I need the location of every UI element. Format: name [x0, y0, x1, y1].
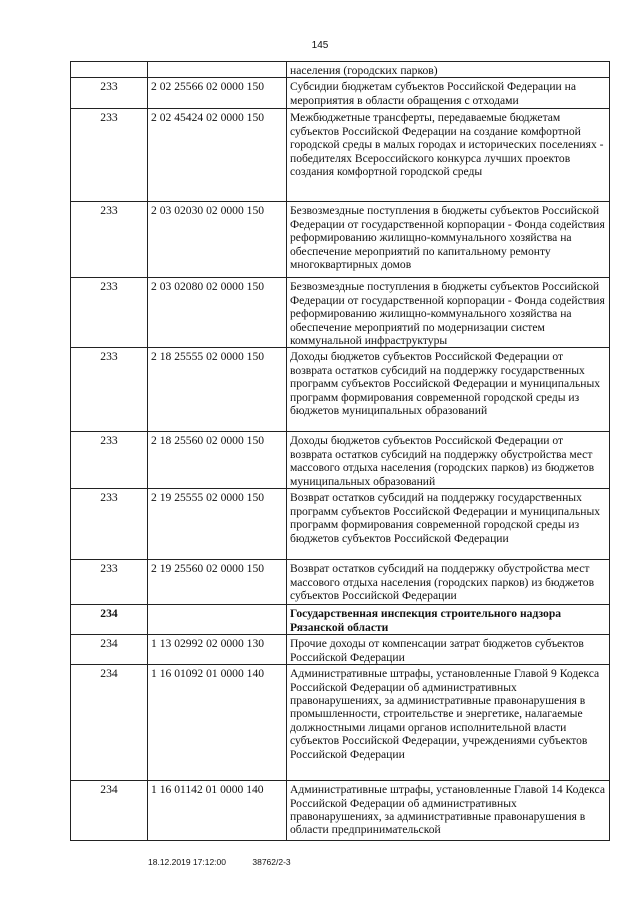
table-row [71, 109, 610, 202]
admin-code-cell: 233 [71, 202, 148, 278]
revenue-code-cell: 2 02 25566 02 0000 150 [148, 78, 287, 109]
admin-code-cell: 234 [71, 781, 148, 841]
table-row [71, 202, 610, 278]
table-row [71, 781, 610, 841]
admin-code-cell: 234 [71, 635, 148, 665]
footer-datetime: 18.12.2019 17:12:00 [148, 857, 226, 867]
revenue-code-cell [148, 605, 287, 635]
description-cell: Доходы бюджетов субъектов Российской Федерации от возврата остатков субсидий на поддержку государственных программ субъектов Российской Федерации и муниципальных программ формирования современной городской среды из бюджетов муниципальных образований [287, 348, 610, 432]
table-row [71, 489, 610, 560]
revenue-code-cell: 1 16 01092 01 0000 140 [148, 665, 287, 781]
description-cell: Субсидии бюджетам субъектов Российской Федерации на мероприятия в области обращения с отходами [287, 78, 610, 109]
revenue-code-cell: 2 03 02030 02 0000 150 [148, 202, 287, 278]
revenue-code-cell: 2 19 25555 02 0000 150 [148, 489, 287, 560]
table-body [71, 62, 610, 841]
description-cell: Административные штрафы, установленные Главой 9 Кодекса Российской Федерации об административных правонарушениях, за административные правонарушения в промышленности, строительстве и энергетике, налагаемые должностными лицами органов исполнительной власти субъектов Российской Федерации, учреждениями субъектов Российской Федерации [287, 665, 610, 781]
table-row [71, 348, 610, 432]
table-row [71, 78, 610, 109]
table-row [71, 560, 610, 605]
description-cell: Безвозмездные поступления в бюджеты субъектов Российской Федерации от государственной корпорации - Фонда содействия реформированию жилищно-коммунального хозяйства на обеспечение мероприятий по модернизации систем коммунальной инфраструктуры [287, 278, 610, 348]
admin-code-cell: 233 [71, 278, 148, 348]
description-cell: Административные штрафы, установленные Главой 14 Кодекса Российской Федерации об административных правонарушениях, за административные правонарушения в области предпринимательской [287, 781, 610, 841]
footer-doc-id: 38762/2-3 [252, 857, 291, 867]
table-row [71, 432, 610, 489]
table-row [71, 62, 610, 78]
admin-code-cell: 233 [71, 560, 148, 605]
admin-code-cell: 233 [71, 348, 148, 432]
revenue-code-cell: 1 13 02992 02 0000 130 [148, 635, 287, 665]
revenue-code-cell: 2 18 25560 02 0000 150 [148, 432, 287, 489]
admin-code-cell: 234 [71, 605, 148, 635]
description-cell: населения (городских парков) [287, 62, 610, 78]
description-cell: Государственная инспекция строительного надзора Рязанской области [287, 605, 610, 635]
admin-code-cell: 233 [71, 432, 148, 489]
revenue-code-cell: 2 03 02080 02 0000 150 [148, 278, 287, 348]
description-cell: Межбюджетные трансферты, передаваемые бюджетам субъектов Российской Федерации на создание комфортной городской среды в малых городах и исторических поселениях - победителях Всероссийского конкурса лучших проектов создания комфортной городской среды [287, 109, 610, 202]
footer [148, 857, 315, 867]
admin-code-cell: 233 [71, 109, 148, 202]
revenue-code-cell: 2 18 25555 02 0000 150 [148, 348, 287, 432]
admin-code-cell: 234 [71, 665, 148, 781]
admin-code-cell [71, 62, 148, 78]
revenue-codes-table [70, 61, 610, 841]
revenue-code-cell [148, 62, 287, 78]
description-cell: Доходы бюджетов субъектов Российской Федерации от возврата остатков субсидий на поддержку обустройства мест массового отдыха населения (городских парков) из бюджетов муниципальных образований [287, 432, 610, 489]
description-cell: Возврат остатков субсидий на поддержку государственных программ субъектов Российской Федерации и муниципальных программ формирования современной городской среды из бюджетов субъектов Российской Федерации [287, 489, 610, 560]
table-row [71, 278, 610, 348]
description-cell: Возврат остатков субсидий на поддержку обустройства мест массового отдыха населения (городских парков) из бюджетов субъектов Российской Федерации [287, 560, 610, 605]
page-number: 145 [311, 40, 329, 51]
table-row [71, 665, 610, 781]
admin-code-cell: 233 [71, 78, 148, 109]
revenue-code-cell: 2 02 45424 02 0000 150 [148, 109, 287, 202]
description-cell: Прочие доходы от компенсации затрат бюджетов субъектов Российской Федерации [287, 635, 610, 665]
admin-code-cell: 233 [71, 489, 148, 560]
description-cell: Безвозмездные поступления в бюджеты субъектов Российской Федерации от государственной корпорации - Фонда содействия реформированию жилищно-коммунального хозяйства на обеспечение мероприятий по капитальному ремонту многоквартирных домов [287, 202, 610, 278]
revenue-code-cell: 1 16 01142 01 0000 140 [148, 781, 287, 841]
revenue-code-cell: 2 19 25560 02 0000 150 [148, 560, 287, 605]
table-row [71, 605, 610, 635]
table-row [71, 635, 610, 665]
